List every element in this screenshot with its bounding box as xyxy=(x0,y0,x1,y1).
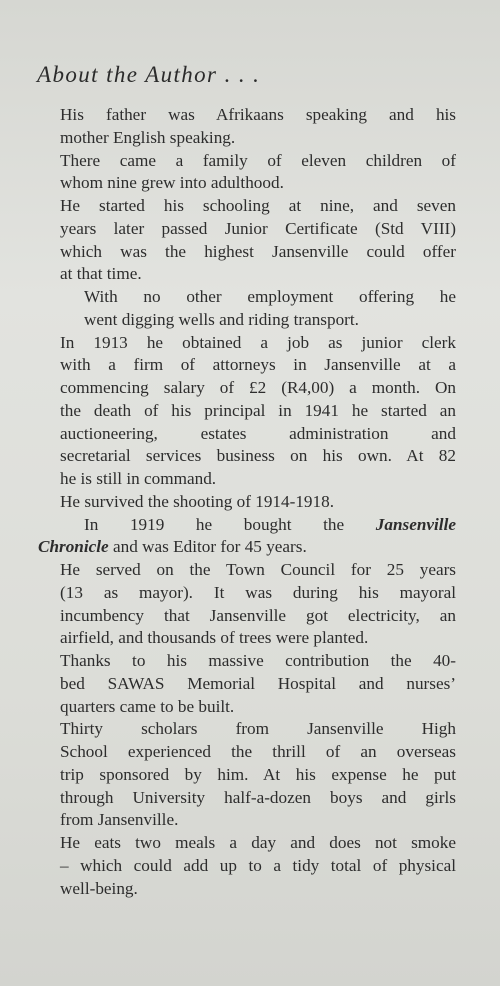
newspaper-title: Chronicle xyxy=(38,537,109,557)
text-line: He survived the shooting of 1914-1918. xyxy=(60,491,335,511)
text-line: at that time. xyxy=(60,264,142,284)
text-line: – which could add up to a tidy total of physical xyxy=(60,855,456,875)
paragraph-hospital xyxy=(38,650,456,718)
text-fragment: In 1919 he bought the xyxy=(84,514,376,534)
text-line: auctioneering, estates administration and xyxy=(60,423,456,443)
paragraph-career xyxy=(38,332,456,491)
text-line: He served on the Town Council for 25 years xyxy=(60,560,456,579)
text-line: years later passed Junior Certificate (Std VIII) xyxy=(60,218,456,238)
text-line: whom nine grew into adulthood. xyxy=(60,173,284,193)
text-line: In 1913 he obtained a job as junior clerk xyxy=(60,332,456,352)
text-line: well-being. xyxy=(60,878,138,898)
paragraph-family xyxy=(38,150,456,196)
text-line: quarters came to be built. xyxy=(60,696,235,716)
text-line: His father was Afrikaans speaking and his xyxy=(60,105,456,124)
newspaper-title: Jansenville xyxy=(375,514,456,534)
paragraph-employment xyxy=(38,286,456,332)
text-line: from Jansenville. xyxy=(60,810,179,830)
text-line: secretarial services business on his own. At 82 xyxy=(60,446,456,466)
text-line: airfield, and thousands of trees were planted. xyxy=(60,628,369,648)
text-line: He started his schooling at nine, and seven xyxy=(60,196,456,215)
text-line: incumbency that Jansenville got electricity, an xyxy=(60,605,456,625)
text-line: the death of his principal in 1941 he started an xyxy=(60,400,456,420)
text-line xyxy=(38,514,456,537)
text-line: with a firm of attorneys in Jansenville at a xyxy=(60,355,456,375)
text-line: through University half-a-dozen boys and girls xyxy=(60,787,456,807)
text-line: Thirty scholars from Jansenville High xyxy=(60,719,456,739)
text-line: bed SAWAS Memorial Hospital and nurses’ xyxy=(60,673,456,693)
text-line: With no other employment offering he xyxy=(84,287,456,306)
text-line: There came a family of eleven children of xyxy=(60,150,456,170)
text-line: went digging wells and riding transport. xyxy=(84,309,359,329)
text-line: mother English speaking. xyxy=(60,127,236,147)
section-heading: About the Author . . . xyxy=(37,62,261,87)
author-biography xyxy=(38,104,456,900)
text-line: He eats two meals a day and does not smoke xyxy=(60,833,456,852)
paragraph-newspaper xyxy=(38,514,456,560)
paragraph-parents xyxy=(38,104,456,150)
text-line: Thanks to his massive contribution the 40- xyxy=(60,651,456,670)
paragraph-council xyxy=(38,559,456,650)
text-line: (13 as mayor). It was during his mayoral xyxy=(60,582,456,602)
text-line: he is still in command. xyxy=(60,469,217,488)
text-line: which was the highest Jansenville could offer xyxy=(60,241,456,261)
text-line: trip sponsored by him. At his expense he put xyxy=(60,764,456,784)
text-line xyxy=(38,536,456,559)
text-line: commencing salary of £2 (R4,00) a month. On xyxy=(60,378,456,397)
text-fragment: and was Editor for 45 years. xyxy=(108,537,307,557)
paragraph-war xyxy=(38,491,456,514)
paragraph-wellbeing xyxy=(38,832,456,900)
paragraph-scholars xyxy=(38,718,456,832)
text-line: School experienced the thrill of an overseas xyxy=(60,742,456,761)
paragraph-schooling xyxy=(38,195,456,286)
